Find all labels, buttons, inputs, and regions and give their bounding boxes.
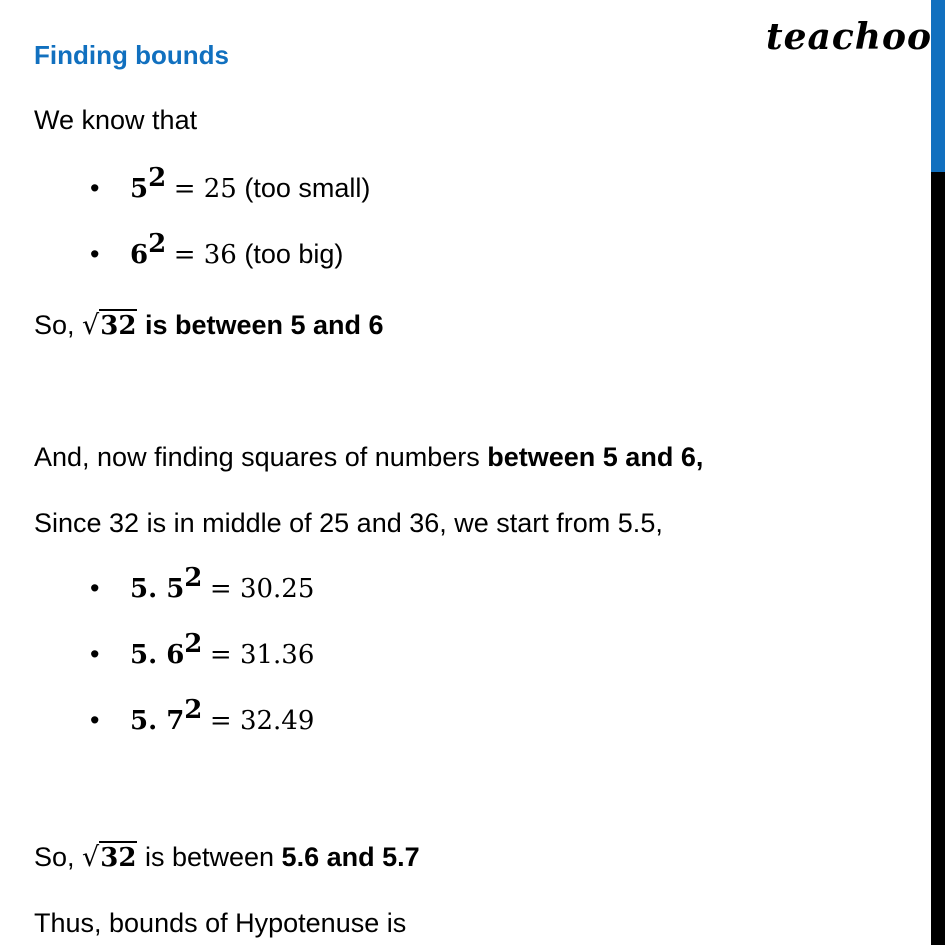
- conclusion-between-5-6: [34, 308, 384, 343]
- bullet-icon: •: [90, 573, 100, 603]
- sqrt-expression: [82, 842, 137, 873]
- math-result: = 31.36: [209, 640, 315, 670]
- math-result: = 30.25: [209, 574, 315, 604]
- paragraph-finding-squares: [34, 440, 703, 474]
- math-result: = 25: [173, 174, 237, 204]
- intro-text: We know that: [34, 105, 198, 135]
- math-base: 5. 6: [130, 640, 185, 670]
- bullet-5-squared: [90, 163, 371, 206]
- conclusion-prefix: So,: [34, 310, 75, 340]
- bullet-icon: •: [90, 639, 100, 669]
- math-base: 6: [130, 240, 149, 270]
- sidebar-accent-bar: [931, 0, 945, 172]
- bullet-note: (too small): [244, 173, 371, 203]
- bullet-icon: •: [90, 705, 100, 735]
- conclusion-prefix: So,: [34, 842, 75, 872]
- math-base: 5: [130, 174, 149, 204]
- math-exp: 2: [148, 163, 167, 193]
- sqrt-icon: √: [82, 842, 100, 873]
- math-exp: 2: [184, 563, 203, 593]
- math-result: = 32.49: [209, 706, 315, 736]
- sidebar-dark-bar: [931, 172, 945, 945]
- teachoo-logo: teachoo: [766, 16, 932, 58]
- conclusion-between-5-6-and-5-7: [34, 840, 420, 875]
- math-result: = 36: [173, 240, 237, 270]
- math-exp: 2: [184, 629, 203, 659]
- math-base: 5. 7: [130, 706, 185, 736]
- math-exp: 2: [184, 695, 203, 725]
- bullet-5-7-squared: [90, 695, 315, 738]
- section-heading: Finding bounds: [34, 40, 229, 70]
- conclusion-bold: 5.6 and 5.7: [281, 842, 420, 872]
- paragraph-bold: between 5 and 6,: [487, 442, 704, 472]
- bullet-6-squared: [90, 229, 344, 272]
- bullet-5-6-squared: [90, 629, 315, 672]
- radicand: 32: [100, 311, 137, 341]
- final-statement: Thus, bounds of Hypotenuse is: [34, 908, 407, 938]
- math-exp: 2: [148, 229, 167, 259]
- radicand: 32: [100, 843, 137, 873]
- paragraph-text: And, now finding squares of numbers: [34, 442, 488, 472]
- sqrt-expression: [82, 310, 137, 341]
- sqrt-icon: √: [82, 310, 100, 341]
- paragraph-start-point: Since 32 is in middle of 25 and 36, we start from 5.5,: [34, 508, 663, 538]
- conclusion-text: is between: [137, 842, 282, 872]
- bullet-note: (too big): [244, 239, 344, 269]
- conclusion-bold: is between 5 and 6: [144, 310, 384, 340]
- bullet-icon: •: [90, 173, 100, 203]
- bullet-icon: •: [90, 239, 100, 269]
- math-base: 5. 5: [130, 574, 185, 604]
- bullet-5-5-squared: [90, 563, 315, 606]
